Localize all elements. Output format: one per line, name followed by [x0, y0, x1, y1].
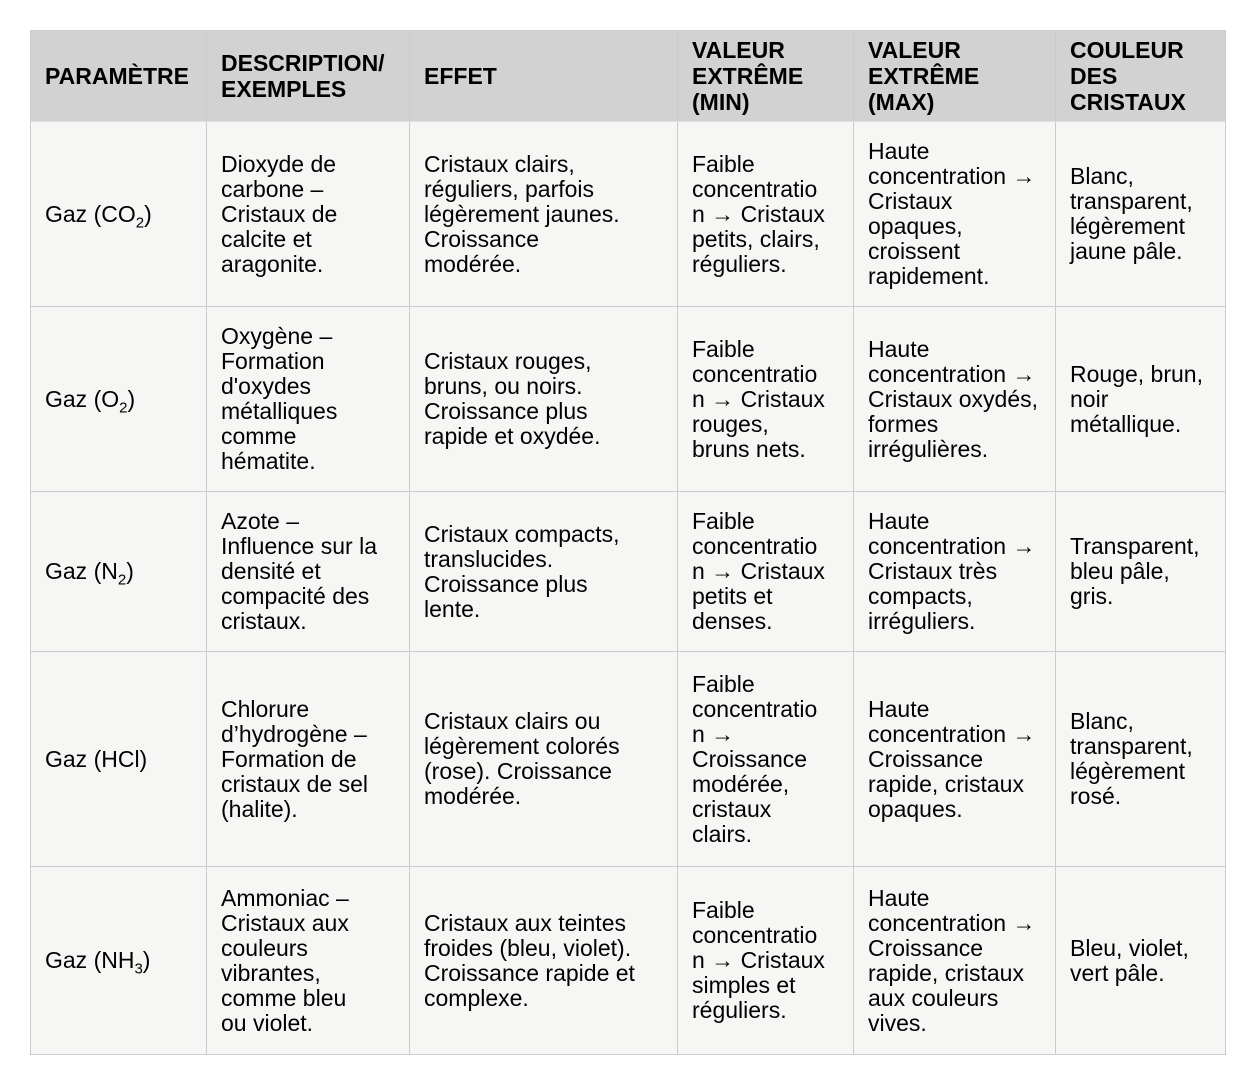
formula-subscript: 2: [135, 214, 145, 232]
gas-formula: [45, 558, 134, 589]
formula-subscript: 3: [134, 960, 143, 978]
cell-effet: Cristaux clairs, réguliers, parfois légèrement jaunes. Croissance modérée.: [410, 122, 678, 307]
cell-valeur-min: Faible concentration → Cristaux petits, clairs, réguliers.: [678, 122, 854, 307]
cell-valeur-min: Faible concentration → Croissance modérée, cristaux clairs.: [678, 652, 854, 867]
formula-suffix: ): [127, 385, 136, 412]
column-header-valeur-max: VALEUR EXTRÊME (MAX): [854, 31, 1056, 122]
cell-parametre: [31, 652, 207, 867]
column-header-effet: EFFET: [410, 31, 678, 122]
cell-valeur-min: Faible concentration → Cristaux petits et denses.: [678, 492, 854, 652]
cell-valeur-max: Haute concentration → Cristaux très compacts, irréguliers.: [854, 492, 1056, 652]
cell-description: Azote – Influence sur la densité et compacité des cristaux.: [207, 492, 410, 652]
gas-formula: [45, 200, 152, 232]
cell-valeur-max: Haute concentration → Croissance rapide, cristaux aux couleurs vives.: [854, 867, 1056, 1055]
table-row-o2: [31, 307, 1226, 492]
table-row-hcl: [31, 652, 1226, 867]
cell-description: Oxygène – Formation d'oxydes métalliques comme hématite.: [207, 307, 410, 492]
parameters-table: [30, 30, 1226, 1055]
cell-couleur: Blanc, transparent, légèrement rosé.: [1056, 652, 1226, 867]
cell-parametre: [31, 867, 207, 1055]
formula-subscript: 2: [117, 571, 127, 589]
cell-parametre: [31, 307, 207, 492]
cell-valeur-max: Haute concentration → Cristaux opaques, croissent rapidement.: [854, 122, 1056, 307]
cell-couleur: Rouge, brun, noir métallique.: [1056, 307, 1226, 492]
formula-prefix: Gaz (CO: [45, 200, 136, 227]
cell-valeur-max: Haute concentration → Cristaux oxydés, formes irrégulières.: [854, 307, 1056, 492]
table-row-co2: [31, 122, 1226, 307]
cell-description: Chlorure d’hydrogène – Formation de cristaux de sel (halite).: [207, 652, 410, 867]
gas-formula: [45, 385, 136, 417]
formula-prefix: Gaz (NH: [45, 947, 135, 973]
formula-prefix: Gaz (HCl): [45, 745, 148, 772]
cell-effet: Cristaux rouges, bruns, ou noirs. Croissance plus rapide et oxydée.: [410, 307, 678, 492]
cell-couleur: Transparent, bleu pâle, gris.: [1056, 492, 1226, 652]
table-header: [31, 31, 1226, 122]
table-row-n2: [31, 492, 1226, 652]
cell-description: Ammoniac – Cristaux aux couleurs vibrantes, comme bleu ou violet.: [207, 867, 410, 1055]
gas-formula: [45, 947, 151, 978]
column-header-parametre: PARAMÈTRE: [31, 31, 207, 122]
cell-effet: Cristaux aux teintes froides (bleu, violet). Croissance rapide et complexe.: [410, 867, 678, 1055]
column-header-valeur-min: VALEUR EXTRÊME (MIN): [678, 31, 854, 122]
formula-suffix: ): [142, 947, 151, 973]
column-header-description: DESCRIPTION/​EXEMPLES: [207, 31, 410, 122]
formula-prefix: Gaz (N: [45, 558, 118, 584]
cell-description: Dioxyde de carbone – Cristaux de calcite et aragonite.: [207, 122, 410, 307]
cell-parametre: [31, 492, 207, 652]
cell-couleur: Blanc, transparent, légèrement jaune pâle.: [1056, 122, 1226, 307]
column-header-couleur: COULEUR DES CRISTAUX: [1056, 31, 1226, 122]
cell-parametre: [31, 122, 207, 307]
formula-suffix: ): [126, 558, 134, 584]
cell-valeur-max: Haute concentration → Croissance rapide, cristaux opaques.: [854, 652, 1056, 867]
cell-couleur: Bleu, violet, vert pâle.: [1056, 867, 1226, 1055]
formula-prefix: Gaz (O: [45, 385, 120, 412]
cell-effet: Cristaux compacts, translucides. Croissance plus lente.: [410, 492, 678, 652]
formula-subscript: 2: [119, 399, 128, 417]
table-row-nh3: [31, 867, 1226, 1055]
cell-effet: Cristaux clairs ou légèrement colorés (rose). Croissance modérée.: [410, 652, 678, 867]
table-body: [31, 122, 1226, 1055]
gas-formula: [45, 746, 147, 772]
cell-valeur-min: Faible concentration → Cristaux rouges, bruns nets.: [678, 307, 854, 492]
formula-suffix: ): [144, 200, 152, 227]
cell-valeur-min: Faible concentration → Cristaux simples et réguliers.: [678, 867, 854, 1055]
header-row: [31, 31, 1226, 122]
